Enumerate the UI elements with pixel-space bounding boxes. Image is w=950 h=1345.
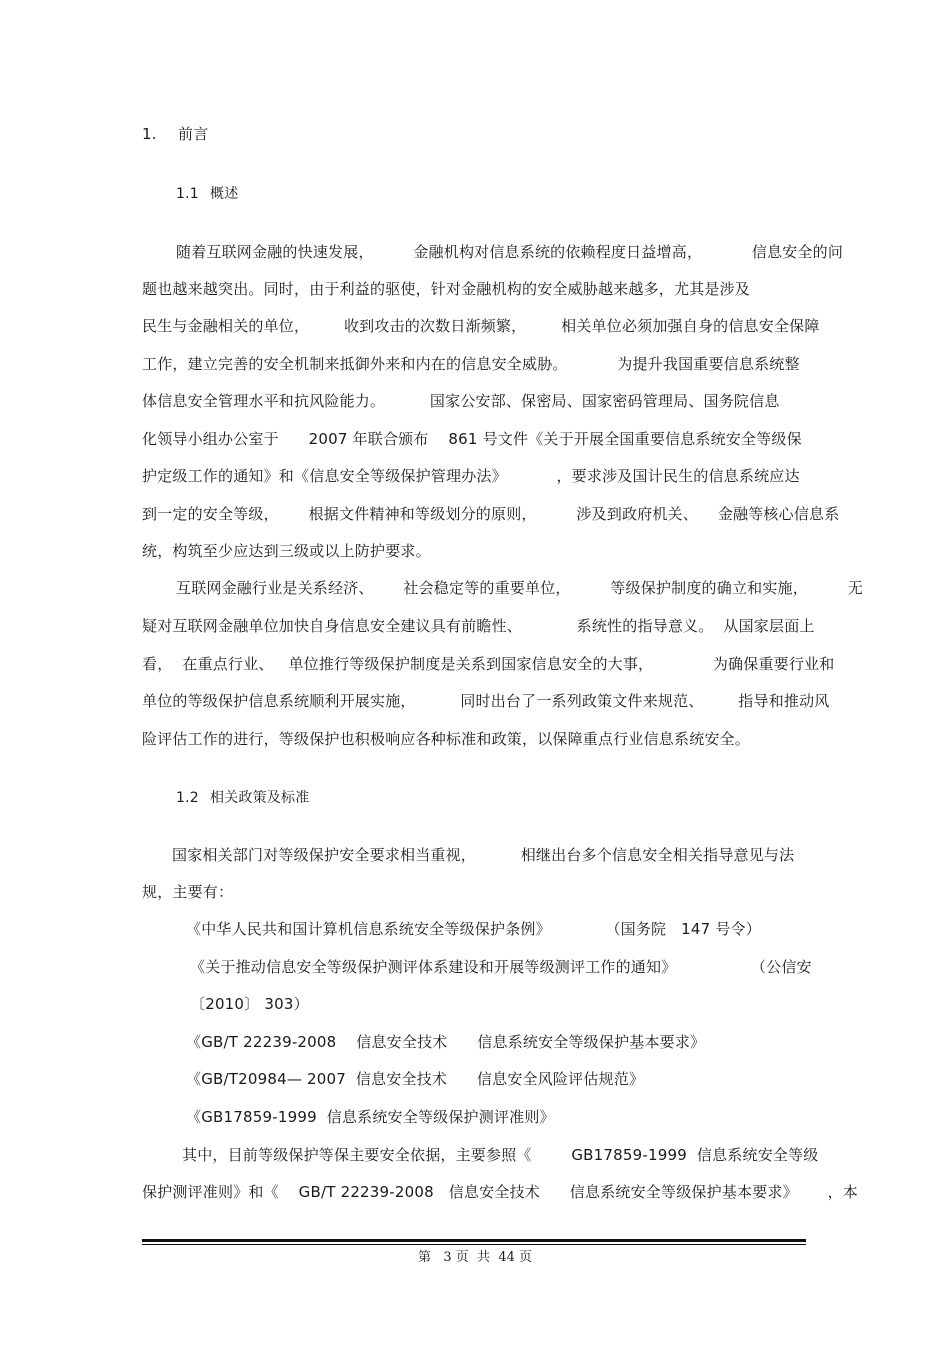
paragraph-line: 保护测评准则》和《 GB/T 22239-2008 信息安全技术 信息系统安全等级保护基本要求》 ，本 (142, 1183, 858, 1201)
heading-title: 前言 (178, 125, 209, 143)
page-number: 第 3 页 共 44 页 (417, 1250, 532, 1265)
footer-rule (142, 1239, 806, 1242)
paragraph-line: 化领导小组办公室于 2007 年联合颁布 861 号文件《关于开展全国重要信息系统安全等级保 (142, 430, 802, 448)
policy-item: 《中华人民共和国计算机信息系统安全等级保护条例》 （国务院 147 号令） (186, 920, 761, 938)
section-title: 相关政策及标准 (210, 790, 310, 806)
paragraph-line: 疑对互联网金融单位加快自身信息安全建议具有前瞻性、 系统性的指导意义。 从国家层面上 (142, 617, 815, 635)
paragraph-line: 其中，目前等级保护等保主要安全依据，主要参照《 GB17859-1999 信息系统安全等级 (182, 1146, 819, 1164)
section-number: 1.2 (176, 790, 199, 806)
policy-item: 《GB/T20984— 2007 信息安全技术 信息安全风险评估规范》 (186, 1070, 645, 1088)
paragraph-line: 统，构筑至少应达到三级或以上防护要求。 (142, 542, 431, 560)
paragraph-line: 单位的等级保护信息系统顺利开展实施， 同时出台了一系列政策文件来规范、 指导和推动风 (142, 692, 830, 710)
paragraph-line: 互联网金融行业是关系经济、 社会稳定等的重要单位， 等级保护制度的确立和实施， 无 (176, 579, 863, 597)
paragraph-line: 规，主要有： (142, 883, 234, 901)
paragraph-line: 护定级工作的通知》和《信息安全等级保护管理办法》 ，要求涉及国计民生的信息系统应达 (142, 467, 800, 485)
section-title: 概述 (210, 186, 239, 202)
paragraph-line: 民生与金融相关的单位， 收到攻击的次数日渐频繁， 相关单位必须加强自身的信息安全保障 (142, 317, 820, 335)
policy-item: 〔2010〕 303） (190, 995, 309, 1013)
paragraph-line: 工作，建立完善的安全机制来抵御外来和内在的信息安全威胁。 为提升我国重要信息系统整 (142, 355, 800, 373)
paragraph-line: 随着互联网金融的快速发展， 金融机构对信息系统的依赖程度日益增高， 信息安全的问 (176, 243, 844, 261)
paragraph-line: 体信息安全管理水平和抗风险能力。 国家公安部、保密局、国家密码管理局、国务院信息 (142, 392, 780, 410)
footer-rule-thin (142, 1244, 806, 1245)
paragraph-line: 险评估工作的进行，等级保护也积极响应各种标准和政策，以保障重点行业信息系统安全。 (142, 730, 751, 748)
paragraph-line: 题也越来越突出。同时，由于利益的驱使，针对金融机构的安全威胁越来越多，尤其是涉及 (142, 280, 751, 298)
paragraph-line: 国家相关部门对等级保护安全要求相当重视， 相继出台多个信息安全相关指导意见与法 (172, 846, 795, 864)
heading-number: 1. (142, 125, 157, 143)
paragraph-line: 到一定的安全等级， 根据文件精神和等级划分的原则， 涉及到政府机关、 金融等核心信息系 (142, 505, 840, 523)
section-number: 1.1 (176, 186, 199, 202)
paragraph-line: 看， 在重点行业、 单位推行等级保护制度是关系到国家信息安全的大事， 为确保重要行业和 (142, 655, 835, 673)
policy-item: 《关于推动信息安全等级保护测评体系建设和开展等级测评工作的通知》 （公信安 (190, 958, 812, 976)
policy-item: 《GB/T 22239-2008 信息安全技术 信息系统安全等级保护基本要求》 (186, 1033, 706, 1051)
policy-item: 《GB17859-1999 信息系统安全等级保护测评准则》 (186, 1108, 555, 1126)
